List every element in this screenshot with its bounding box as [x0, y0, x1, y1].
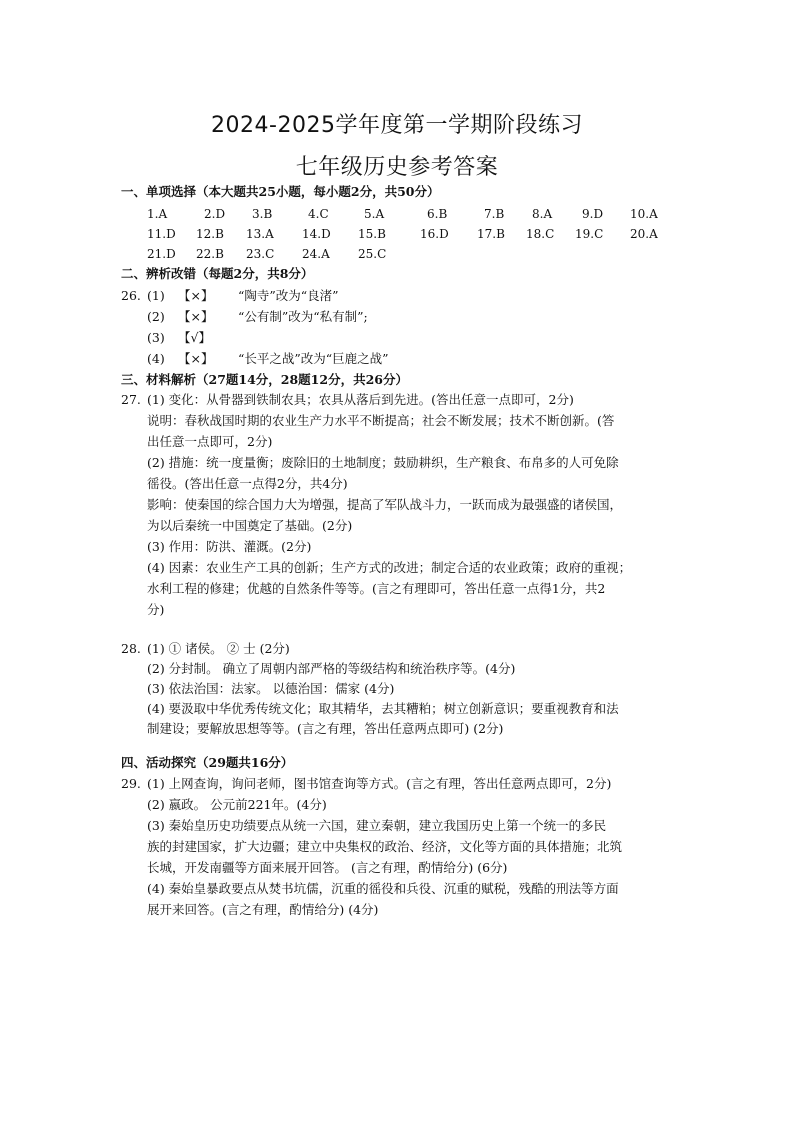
mc-answer: 15.B	[358, 227, 386, 241]
mc-answer: 14.D	[302, 227, 331, 241]
item-index: (1)	[147, 288, 165, 303]
q28-line: (1) ① 诸侯。 ② 士 (2分)	[147, 641, 290, 656]
q29-line: 长城，开发南疆等方面来展开回答。 (言之有理，酌情给分) (6分)	[147, 860, 508, 875]
mc-answer: 10.A	[630, 207, 658, 221]
q27-line: 分)	[147, 602, 165, 617]
judgement-mark: 【×】	[178, 351, 214, 366]
mc-answer: 8.A	[532, 207, 553, 221]
mc-answer: 13.A	[246, 227, 274, 241]
section-2-heading: 二、辨析改错（每题2分，共8分）	[121, 266, 314, 281]
q29-line: 展开来回答。(言之有理，酌情给分) (4分)	[147, 902, 379, 917]
q27-line: 影响：使秦国的综合国力大为增强，提高了军队战斗力，一跃而成为最强盛的诸侯国，	[147, 497, 623, 512]
mc-answer: 3.B	[252, 207, 273, 221]
section-3-heading: 三、材料解析（27题14分，28题12分，共26分）	[121, 372, 408, 387]
q27-line: (4) 因素：农业生产工具的创新；生产方式的改进；制定合适的农业政策；政府的重视；	[147, 560, 632, 575]
q27-line: (1) 变化：从骨器到铁制农具；农具从落后到先进。(答出任意一点即可，2分)	[147, 392, 574, 407]
mc-answer: 1.A	[147, 207, 168, 221]
mc-answer: 25.C	[358, 247, 387, 261]
page-title: 2024-2025学年度第一学期阶段练习	[211, 113, 583, 138]
q29-line: (1) 上网查询，询问老师，图书馆查询等方式。(言之有理，答出任意两点即可，2分)	[147, 776, 612, 791]
item-index: (4)	[147, 351, 165, 366]
q27-line: 出任意一点即可，2分)	[147, 434, 273, 449]
correction-text: “陶寺”改为“良渚”	[238, 288, 339, 303]
q28-line: 制建设；要解放思想等等。(言之有理，答出任意两点即可) (2分)	[147, 721, 504, 736]
q27-line: (3) 作用：防洪、灌溉。(2分)	[147, 539, 312, 554]
judgement-mark: 【×】	[178, 288, 214, 303]
mc-answer: 22.B	[196, 247, 224, 261]
q29-line: (4) 秦始皇暴政要点从焚书坑儒，沉重的徭役和兵役、沉重的赋税，残酷的刑法等方面	[147, 881, 619, 896]
item-index: (3)	[147, 330, 165, 345]
correction-text: “长平之战”改为“巨鹿之战”	[238, 351, 389, 366]
mc-answer: 16.D	[420, 227, 449, 241]
mc-answer: 21.D	[147, 247, 176, 261]
mc-answer: 9.D	[582, 207, 604, 221]
question-number-27: 27.	[121, 392, 141, 407]
question-number-29: 29.	[121, 776, 141, 791]
mc-answer: 6.B	[427, 207, 448, 221]
q29-line: 族的封建国家，扩大边疆；建立中央集权的政治、经济，文化等方面的具体措施；北筑	[147, 839, 623, 854]
mc-answer: 19.C	[575, 227, 604, 241]
judgement-mark: 【×】	[178, 309, 214, 324]
judgement-mark: 【√】	[178, 330, 211, 345]
q27-line: 徭役。(答出任意一点得2分，共4分)	[147, 476, 348, 491]
mc-answer: 23.C	[246, 247, 275, 261]
mc-answer: 20.A	[630, 227, 658, 241]
section-1-heading: 一、单项选择（本大题共25小题，每小题2分，共50分）	[121, 184, 440, 199]
page-subtitle: 七年级历史参考答案	[295, 155, 499, 180]
q28-line: (3) 依法治国：法家。 以德治国：儒家 (4分)	[147, 681, 395, 696]
q29-line: (3) 秦始皇历史功绩要点从统一六国，建立秦朝，建立我国历史上第一个统一的多民	[147, 818, 607, 833]
section-4-heading: 四、活动探究（29题共16分）	[121, 755, 294, 770]
question-number-26: 26.	[121, 288, 141, 303]
mc-answer: 5.A	[364, 207, 385, 221]
item-index: (2)	[147, 309, 165, 324]
q28-line: (4) 要汲取中华优秀传统文化；取其精华，去其糟粕；树立创新意识；要重视教育和法	[147, 701, 619, 716]
mc-answer: 17.B	[477, 227, 505, 241]
q27-line: 水利工程的修建；优越的自然条件等等。(言之有理即可，答出任意一点得1分，共2	[147, 581, 606, 596]
mc-answer: 18.C	[526, 227, 555, 241]
q27-line: 为以后秦统一中国奠定了基础。(2分)	[147, 518, 353, 533]
mc-answer: 2.D	[204, 207, 226, 221]
correction-text: “公有制”改为“私有制”;	[238, 309, 368, 324]
mc-answer: 11.D	[147, 227, 176, 241]
question-number-28: 28.	[121, 641, 141, 656]
mc-answer: 24.A	[302, 247, 330, 261]
q27-line: (2) 措施：统一度量衡；废除旧的土地制度；鼓励耕织，生产粮食、布帛多的人可免除	[147, 455, 619, 470]
mc-answer: 4.C	[308, 207, 329, 221]
q28-line: (2) 分封制。 确立了周朝内部严格的等级结构和统治秩序等。(4分)	[147, 661, 516, 676]
mc-answer: 12.B	[196, 227, 224, 241]
q29-line: (2) 嬴政。 公元前221年。(4分)	[147, 797, 327, 812]
q27-line: 说明：春秋战国时期的农业生产力水平不断提高；社会不断发展；技术不断创新。(答	[147, 413, 615, 428]
mc-answer: 7.B	[484, 207, 505, 221]
